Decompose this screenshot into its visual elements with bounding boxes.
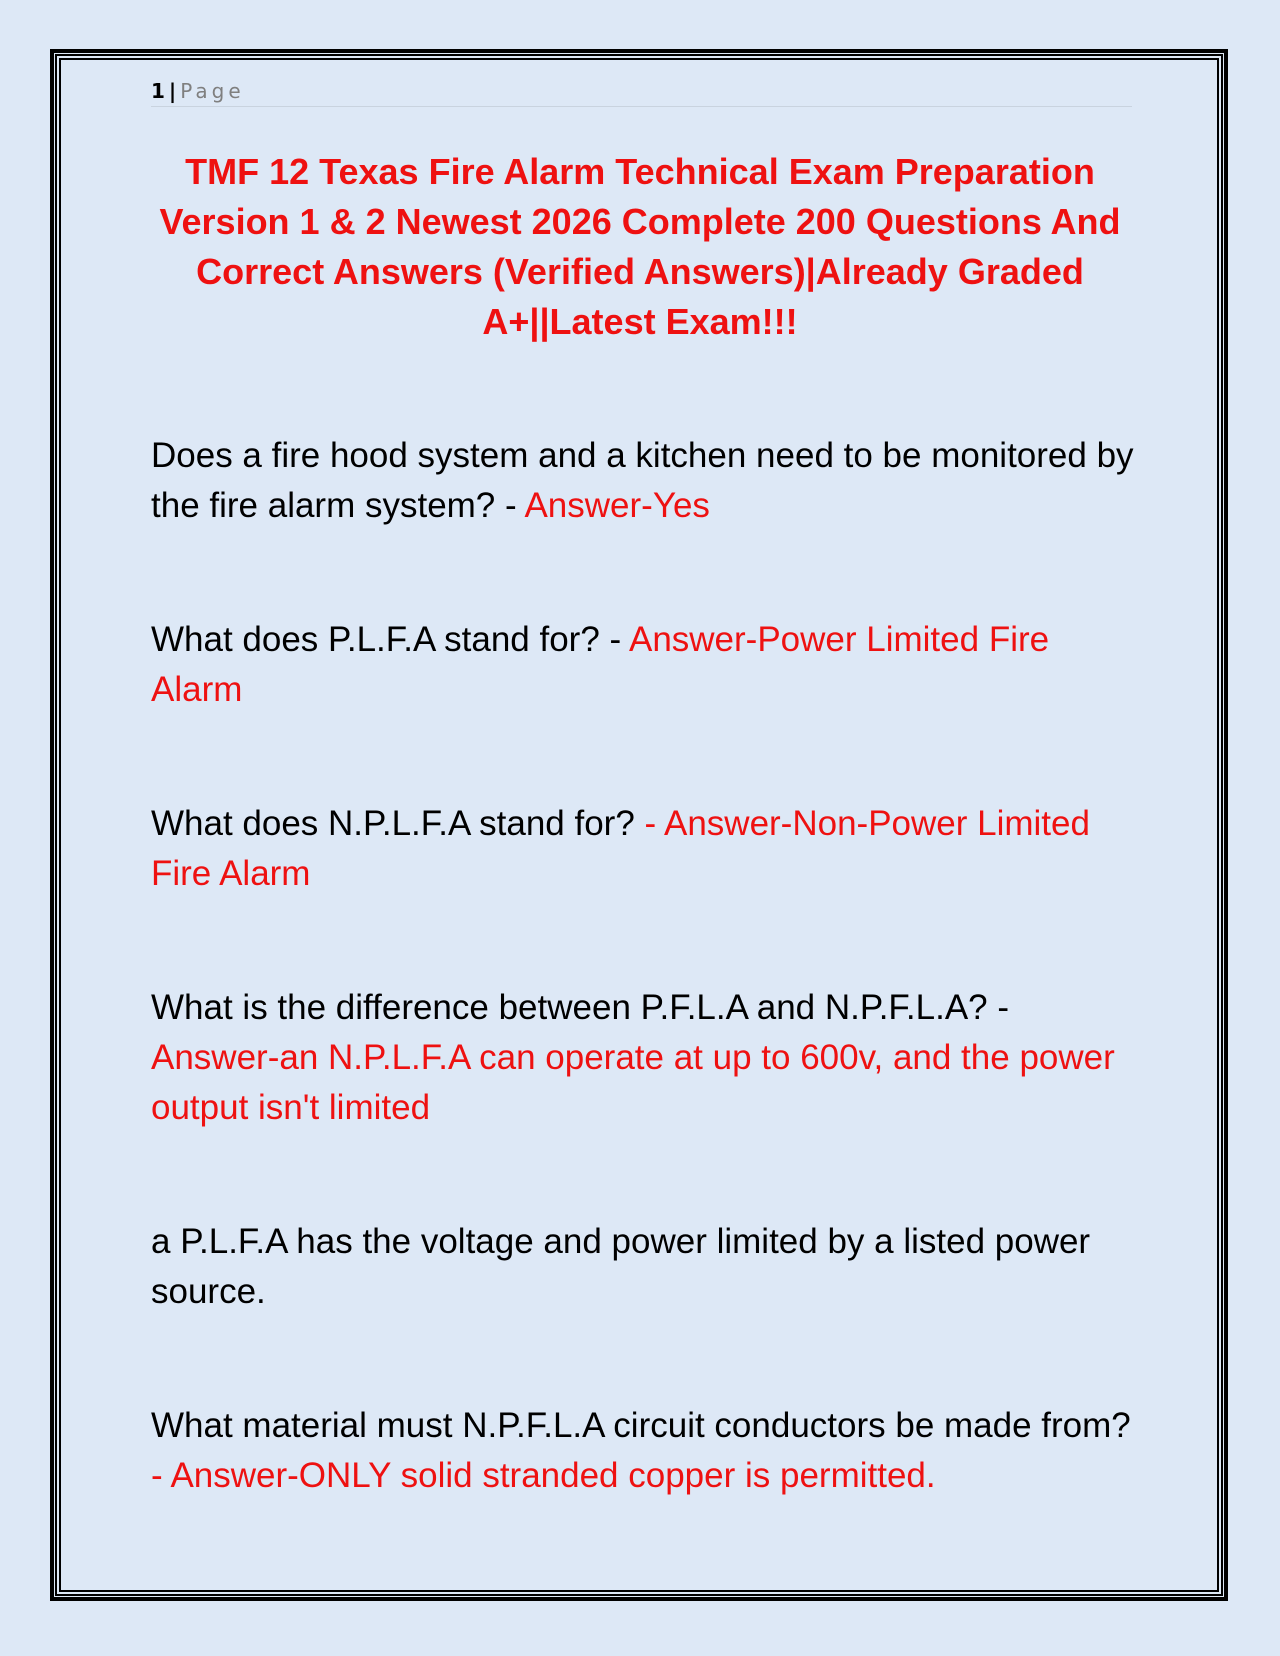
qa-item: [151, 615, 1141, 715]
answer-text: Answer-Power Limited Fire Alarm: [151, 620, 1050, 709]
question-text: What material must N.P.F.L.A circuit conductors be made from?: [151, 1406, 1131, 1445]
answer-text: Answer-an N.P.L.F.A can operate at up to 600v, and the power output isn't limited: [151, 1038, 1115, 1127]
qa-item: [151, 983, 1141, 1133]
qa-item: [151, 1401, 1141, 1501]
page-header: [151, 78, 1132, 107]
question-text: What does P.L.F.A stand for? -: [151, 620, 629, 659]
question-text: Does a fire hood system and a kitchen need to be monitored by the fire alarm system? -: [151, 436, 1134, 525]
document-title: TMF 12 Texas Fire Alarm Technical Exam Preparation Version 1 & 2 Newest 2026 Complete 200 Questions And Correct Answers (Verified Answers)|Already Graded A+||Latest Exam!!!: [159, 151, 1121, 342]
page-label: Page: [180, 79, 245, 103]
page-number: 1: [151, 79, 165, 103]
qa-item: [151, 1217, 1141, 1317]
answer-text: - Answer-ONLY solid stranded copper is permitted.: [151, 1456, 936, 1495]
question-text: What is the difference between P.F.L.A and N.P.F.L.A? -: [151, 988, 1010, 1027]
qa-item: [151, 431, 1141, 531]
page-separator: |: [168, 79, 177, 103]
answer-text: Answer-Yes: [524, 486, 710, 525]
question-text: a P.L.F.A has the voltage and power limited by a listed power source.: [151, 1222, 1091, 1311]
question-text: What does N.P.L.F.A stand for?: [151, 804, 645, 843]
qa-item: [151, 799, 1141, 899]
answer-text: - Answer-Non-Power Limited Fire Alarm: [151, 804, 1090, 893]
